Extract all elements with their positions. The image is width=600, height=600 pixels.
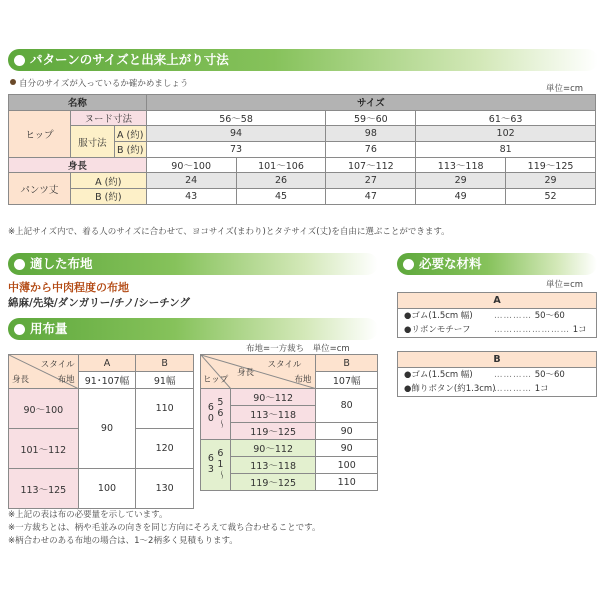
pants-b-value: 47 (326, 189, 416, 205)
unit-label: 単位=cm (546, 84, 584, 94)
bullet-dot-icon (14, 324, 25, 335)
fabric-footnote: ※柄合わせのある布地の場合は、1〜2柄多く見積もります。 (8, 536, 238, 546)
b-value: 90 (316, 423, 378, 440)
col-b-width: 107幅 (316, 372, 378, 389)
size-footnote: ※上記サイズ内で、着る人のサイズに合わせて、ヨコサイズ(まわり)とタテサイズ(丈)を自由に選ぶことができます。 (8, 227, 450, 237)
height-row: 113〜125 (9, 469, 79, 509)
hip-label: ヒップ (9, 110, 71, 157)
nude-value: 56〜58 (146, 110, 326, 126)
materials-a-head: A (398, 293, 596, 309)
bullet-dot-icon (14, 55, 25, 66)
pants-a-value: 27 (326, 173, 416, 189)
b-value: 76 (326, 142, 416, 158)
pants-b-label: B (約) (70, 189, 146, 205)
materials-b-head: B (398, 352, 596, 368)
garment-label: 服寸法 (70, 126, 114, 157)
bullet-dot-icon (14, 259, 25, 270)
material-item: ●飾りボタン(約1.3cm) ………… 1コ (404, 384, 549, 394)
fabric-weight: 中薄から中肉程度の布地 (8, 281, 129, 294)
a-value: 94 (146, 126, 326, 142)
section-title: 適した布地 (30, 256, 93, 271)
b-value: 90 (316, 440, 378, 457)
pants-b-value: 43 (146, 189, 236, 205)
materials-b (397, 351, 597, 397)
col-b: B (316, 355, 378, 372)
nude-value: 61〜63 (416, 110, 596, 126)
fabric-footnote: ※一方裁ちとは、柄や毛並みの向きを同じ方向にそろえて裁ち合わせることです。 (8, 523, 321, 533)
a-value: 90 (78, 389, 136, 469)
height-row: 90〜112 (230, 389, 315, 406)
a-value: 98 (326, 126, 416, 142)
b-value: 100 (316, 457, 378, 474)
bullet-icon (10, 79, 16, 85)
section-header-materials (397, 253, 597, 275)
a-value: 102 (416, 126, 596, 142)
nude-value: 59〜60 (326, 110, 416, 126)
fabric-table-left (8, 354, 194, 509)
b-value: 80 (316, 389, 378, 423)
b-value: 120 (136, 429, 194, 469)
corner-header: スタイル ヒップ 身長 布地 (201, 355, 316, 389)
height-value: 107〜112 (326, 157, 416, 173)
pants-a-value: 26 (236, 173, 326, 189)
section-title: 必要な材料 (419, 256, 482, 271)
b-value: 110 (136, 389, 194, 429)
b-value: 110 (316, 474, 378, 491)
hip-range: 61〜63 (201, 440, 231, 491)
header-size: サイズ (146, 95, 595, 111)
size-note: 自分のサイズが入っているか確かめましょう (10, 77, 188, 89)
nude-label: ヌード寸法 (70, 110, 146, 126)
pants-a-label: A (約) (70, 173, 146, 189)
materials-a (397, 292, 597, 338)
fabric-unit-note: 布地=一方裁ち 単位=cm (246, 344, 350, 354)
height-row: 119〜125 (230, 423, 315, 440)
height-row: 90〜112 (230, 440, 315, 457)
material-item: ●ゴム(1.5cm 幅) ………… 50〜60 (404, 370, 565, 380)
pants-a-value: 24 (146, 173, 236, 189)
height-value: 101〜106 (236, 157, 326, 173)
col-a: A (78, 355, 136, 372)
section-header-fabric-amount (8, 318, 378, 340)
height-value: 90〜100 (146, 157, 236, 173)
section-title: パターンのサイズと出来上がり寸法 (30, 52, 229, 67)
pants-b-value: 52 (506, 189, 596, 205)
fabric-table-right (200, 354, 378, 491)
hip-range: 56〜60 (201, 389, 231, 440)
corner-header: スタイル 身長 布地 (9, 355, 79, 389)
col-b-width: 91幅 (136, 372, 194, 389)
section-title: 用布量 (30, 321, 68, 336)
unit-label: 単位=cm (546, 280, 584, 290)
height-row: 113〜118 (230, 406, 315, 423)
pants-a-value: 29 (416, 173, 506, 189)
height-value: 113〜118 (416, 157, 506, 173)
b-value: 73 (146, 142, 326, 158)
section-header-fabric (8, 253, 378, 275)
b-value: 130 (136, 469, 194, 509)
b-label: B (約) (114, 142, 146, 158)
col-b: B (136, 355, 194, 372)
a-value: 100 (78, 469, 136, 509)
section-header-sizes (8, 49, 598, 71)
height-row: 113〜118 (230, 457, 315, 474)
height-row: 119〜125 (230, 474, 315, 491)
col-a-width: 91･107幅 (78, 372, 136, 389)
a-label: A (約) (114, 126, 146, 142)
pants-length-label: パンツ丈 (9, 173, 71, 204)
fabric-types: 綿麻/先染/ダンガリー/チノ/シーチング (8, 297, 190, 309)
height-row: 101〜112 (9, 429, 79, 469)
height-label: 身長 (9, 157, 147, 173)
size-table (8, 94, 596, 205)
height-row: 90〜100 (9, 389, 79, 429)
fabric-footnote: ※上記の表は布の必要量を示しています。 (8, 510, 168, 520)
header-name: 名称 (9, 95, 147, 111)
pants-b-value: 49 (416, 189, 506, 205)
pants-a-value: 29 (506, 173, 596, 189)
material-item: ●ゴム(1.5cm 幅) ………… 50〜60 (404, 311, 565, 321)
bullet-dot-icon (403, 259, 414, 270)
material-item: ●リボンモチーフ …………………… 1コ (404, 325, 587, 335)
pants-b-value: 45 (236, 189, 326, 205)
b-value: 81 (416, 142, 596, 158)
height-value: 119〜125 (506, 157, 596, 173)
